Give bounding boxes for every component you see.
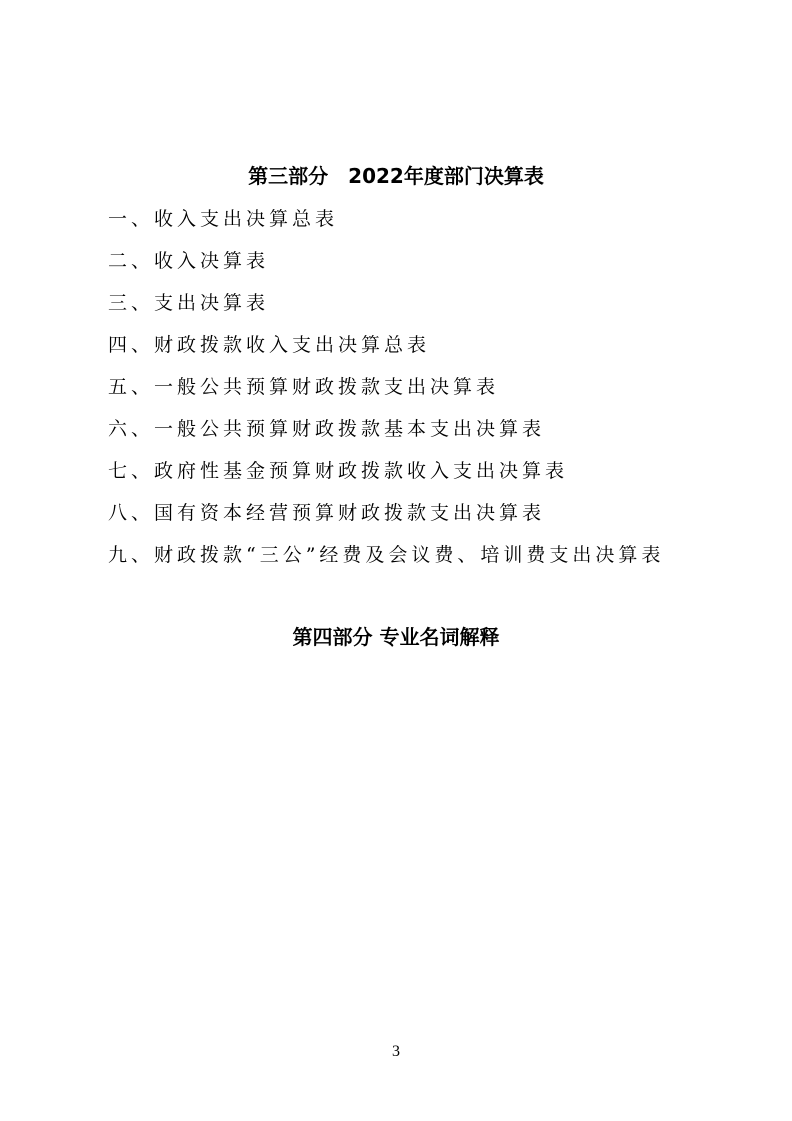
list-item: 四、财政拨款收入支出决算总表 xyxy=(108,334,431,356)
list-item: 七、政府性基金预算财政拨款收入支出决算表 xyxy=(108,460,569,482)
list-item: 六、一般公共预算财政拨款基本支出决算表 xyxy=(108,418,546,440)
list-item: 九、财政拨款“三公”经费及会议费、培训费支出决算表 xyxy=(108,544,665,566)
list-item: 二、收入决算表 xyxy=(108,250,270,272)
page-number: 3 xyxy=(392,1043,400,1060)
list-item: 八、国有资本经营预算财政拨款支出决算表 xyxy=(108,502,546,524)
list-item: 五、一般公共预算财政拨款支出决算表 xyxy=(108,376,500,398)
list-item: 三、支出决算表 xyxy=(108,292,270,314)
section-heading-part-3: 第三部分 2022年度部门决算表 xyxy=(248,164,544,188)
list-item: 一、收入支出决算总表 xyxy=(108,208,339,230)
section-heading-part-4: 第四部分 专业名词解释 xyxy=(292,625,500,649)
table-list xyxy=(108,206,664,584)
